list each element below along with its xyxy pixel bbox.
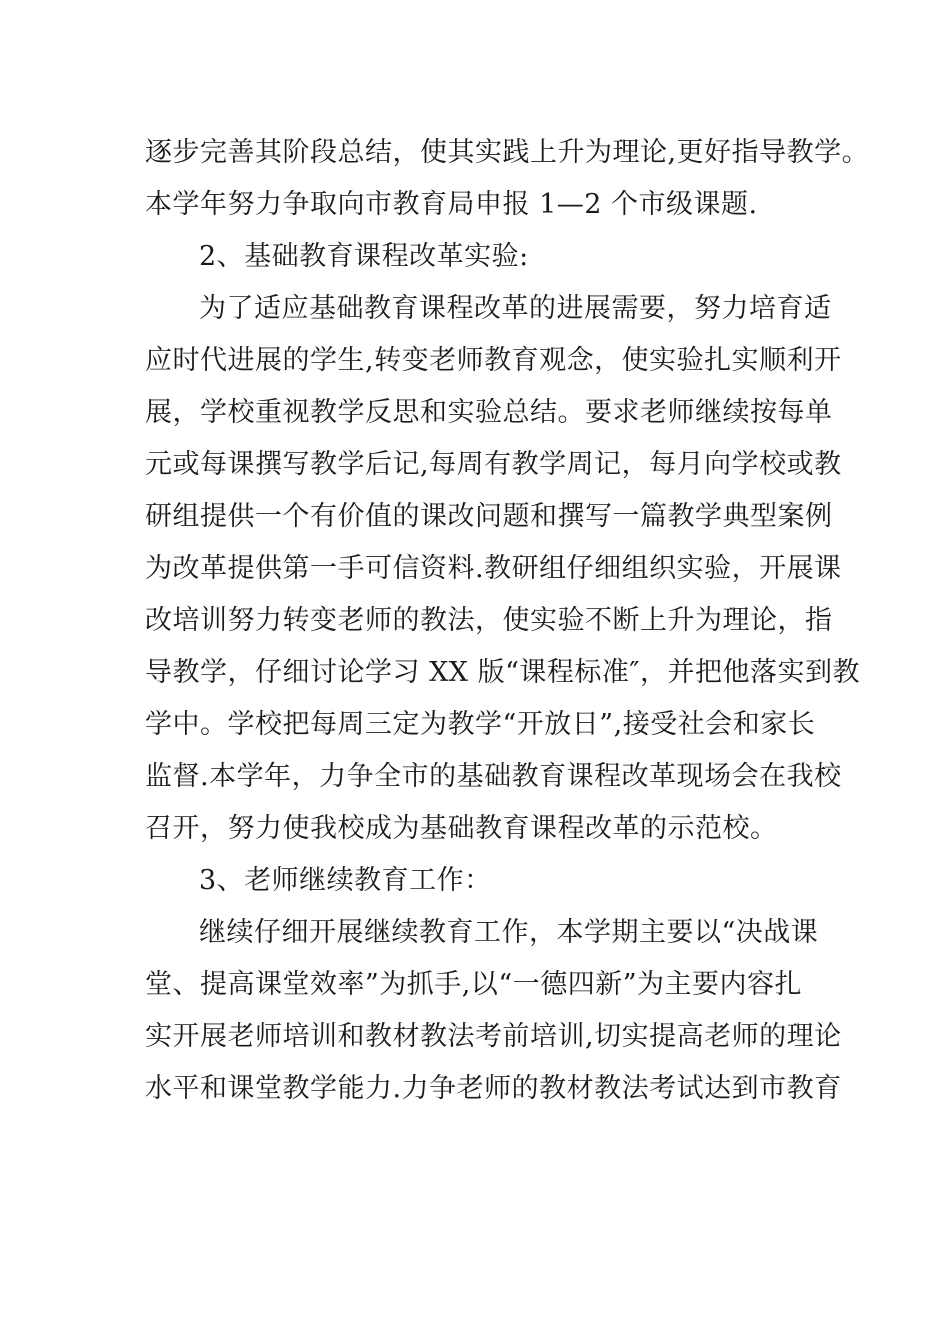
document-body (145, 127, 870, 1115)
text-line: 继续仔细开展继续教育工作，本学期主要以“决战课 (199, 917, 819, 948)
text-line: 水平和课堂教学能力.力争老师的教材教法考试达到市教育 (145, 1073, 842, 1104)
text-line: 监督.本学年，力争全市的基础教育课程改革现场会在我校 (145, 761, 842, 792)
text-line: 应时代进展的学生,转变老师教育观念，使实验扎实顺利开 (145, 345, 842, 376)
text-line: 导教学，仔细讨论学习 XX 版“课程标准″，并把他落实到教 (145, 657, 860, 688)
heading-text: 3、老师继续教育工作： (199, 865, 492, 896)
paragraph-curriculum-reform (145, 283, 860, 855)
paragraph-continuation (145, 127, 870, 231)
text-line: 为改革提供第一手可信资料.教研组仔细组织实验，开展课 (145, 553, 842, 584)
paragraph-teacher-education (145, 907, 842, 1115)
text-line: 学中。学校把每周三定为教学“开放日”,接受社会和家长 (145, 709, 816, 740)
text-line: 逐步完善其阶段总结，使其实践上升为理论,更好指导教学。 (145, 137, 870, 168)
text-line: 展，学校重视教学反思和实验总结。要求老师继续按每单 (145, 397, 833, 428)
text-line: 本学年努力争取向市教育局申报 1—2 个市级课题. (145, 189, 758, 220)
text-line: 研组提供一个有价值的课改问题和撰写一篇教学典型案例 (145, 501, 833, 532)
text-line: 实开展老师培训和教材教法考前培训,切实提高老师的理论 (145, 1021, 842, 1052)
text-line: 元或每课撰写教学后记,每周有教学周记，每月向学校或教 (145, 449, 842, 480)
text-line: 改培训努力转变老师的教法，使实验不断上升为理论，指 (145, 605, 833, 636)
text-line: 为了适应基础教育课程改革的进展需要，努力培育适 (199, 293, 832, 324)
section-heading-3 (145, 855, 825, 907)
section-heading-2 (145, 231, 825, 283)
text-line: 堂、提高课堂效率”为抓手,以“一德四新”为主要内容扎 (145, 969, 802, 1000)
heading-text: 2、基础教育课程改革实验: (199, 241, 529, 272)
text-line: 召开，努力使我校成为基础教育课程改革的示范校。 (145, 813, 778, 844)
